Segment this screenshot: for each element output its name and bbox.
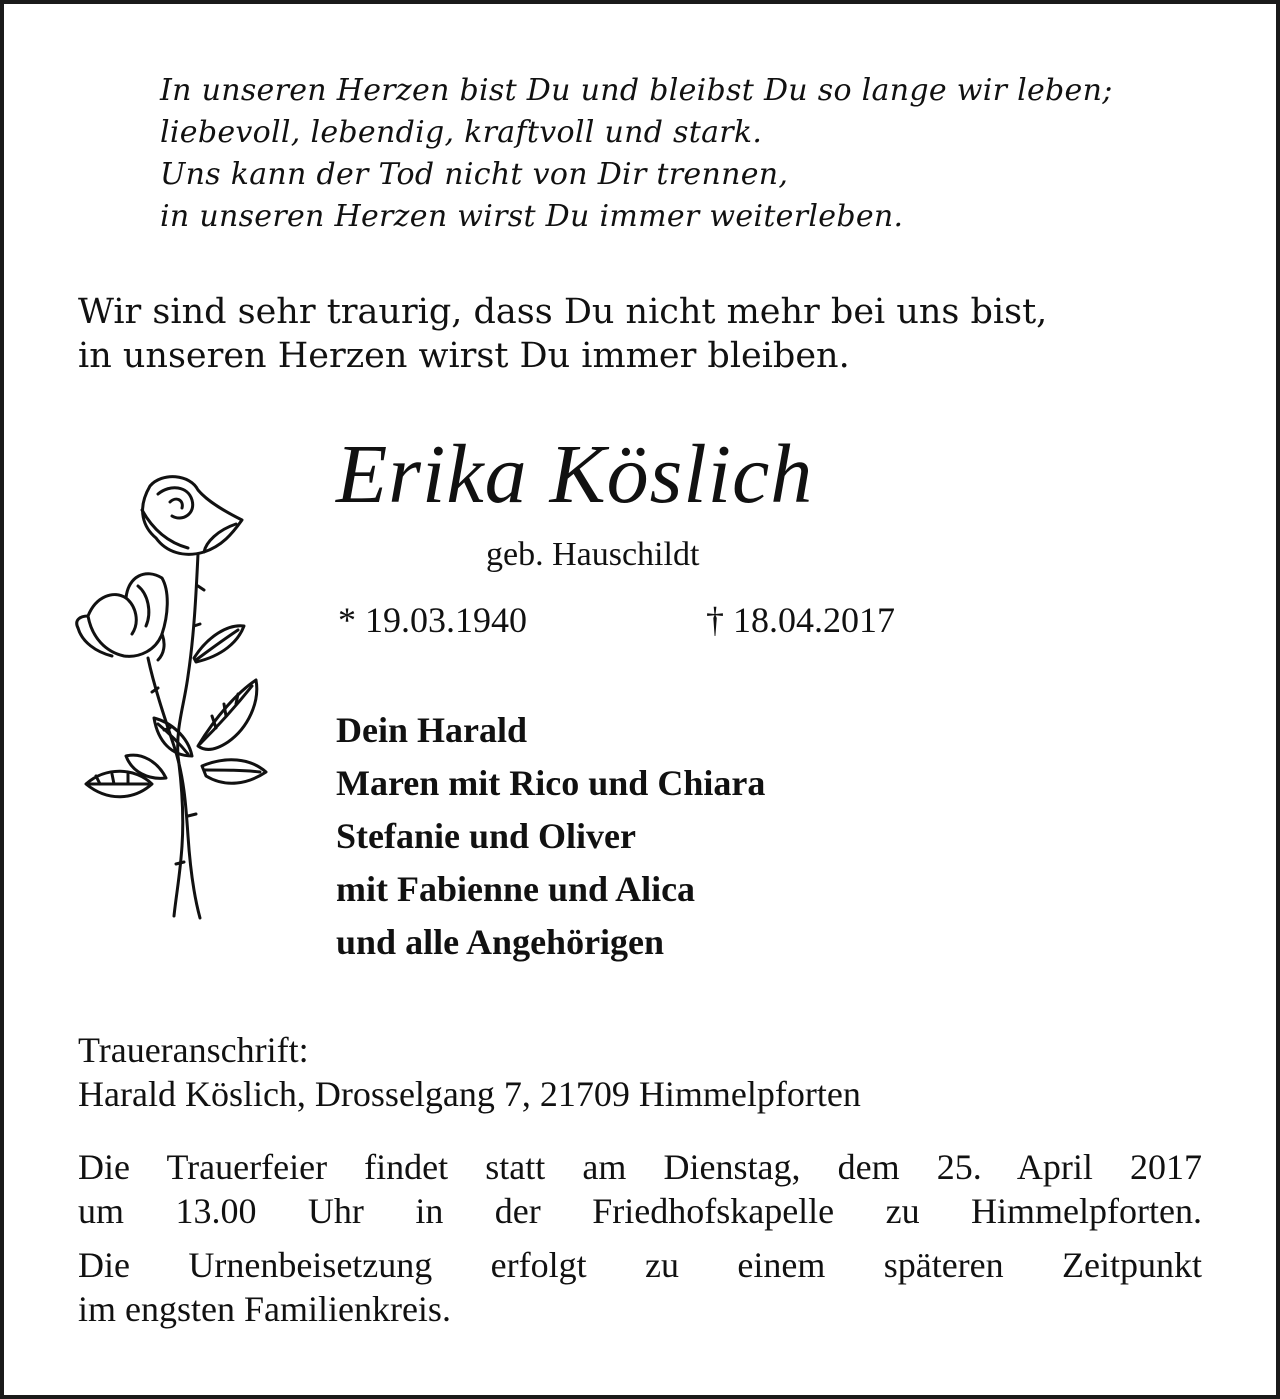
death-date: † 18.04.2017 bbox=[706, 600, 895, 640]
maiden-name: geb. Hauschildt bbox=[486, 536, 700, 573]
mourner-line: Dein Harald bbox=[336, 710, 528, 750]
mourner-line: und alle Angehörigen bbox=[336, 922, 665, 962]
mourner-line: Maren mit Rico und Chiara bbox=[336, 763, 766, 803]
intro-line: in unseren Herzen wirst Du immer bleiben. bbox=[78, 336, 850, 376]
poem-line: liebevoll, lebendig, kraftvoll und stark. bbox=[160, 115, 763, 150]
urn-line: im engsten Familienkreis. bbox=[78, 1289, 451, 1329]
poem-line: Uns kann der Tod nicht von Dir trennen, bbox=[160, 157, 789, 192]
urn-line: Die Urnenbeisetzung erfolgt zu einem späteren Zeitpunkt bbox=[78, 1245, 1202, 1285]
mourners-list bbox=[336, 704, 765, 969]
rose-icon bbox=[66, 466, 276, 926]
deceased-name: Erika Köslich bbox=[336, 428, 814, 521]
intro-text bbox=[78, 290, 1228, 378]
memorial-poem bbox=[160, 70, 1240, 238]
mourner-line: Stefanie und Oliver bbox=[336, 816, 637, 856]
birth-date: * 19.03.1940 bbox=[338, 600, 527, 640]
service-line: Die Trauerfeier findet statt am Dienstag, dem 25. April 2017 bbox=[78, 1147, 1202, 1187]
poem-line: in unseren Herzen wirst Du immer weiterleben. bbox=[160, 199, 904, 234]
mourning-address bbox=[78, 1028, 861, 1116]
address-value: Harald Köslich, Drosselgang 7, 21709 Himmelpforten bbox=[78, 1074, 861, 1114]
funeral-info bbox=[78, 1145, 1202, 1331]
poem-line: In unseren Herzen bist Du und bleibst Du so lange wir leben; bbox=[160, 73, 1113, 108]
address-label: Traueranschrift: bbox=[78, 1030, 309, 1070]
intro-line: Wir sind sehr traurig, dass Du nicht mehr bei uns bist, bbox=[78, 292, 1048, 332]
mourner-line: mit Fabienne und Alica bbox=[336, 869, 696, 909]
service-line: um 13.00 Uhr in der Friedhofskapelle zu Himmelpforten. bbox=[78, 1191, 1202, 1231]
